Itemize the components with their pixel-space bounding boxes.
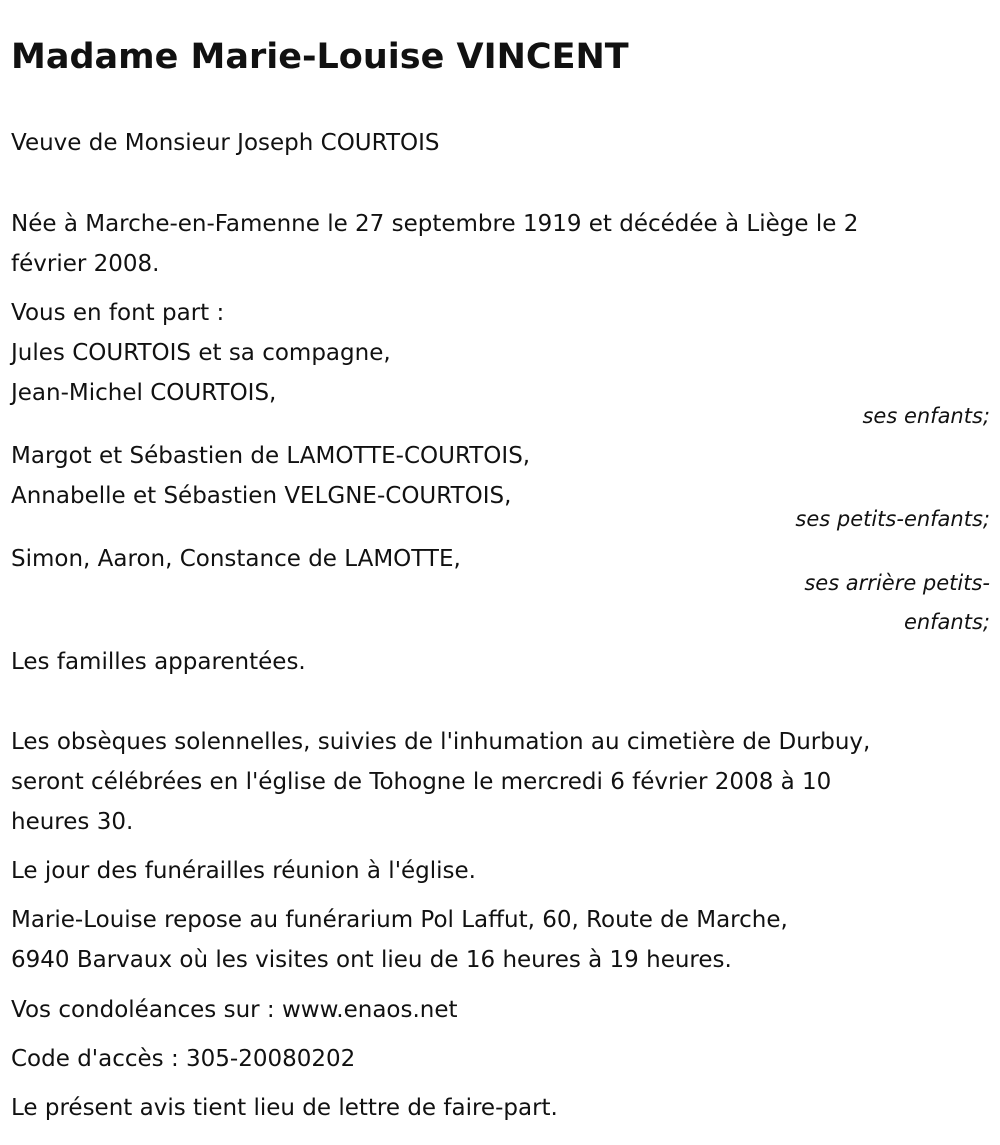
meeting: Le jour des funérailles réunion à l'église. (11, 858, 476, 884)
grandchild-1: Margot et Sébastien de LAMOTTE-COURTOIS, (11, 443, 531, 469)
funeral-line-1: Les obsèques solennelles, suivies de l'inhumation au cimetière de Durbuy, (11, 729, 871, 755)
notice: Le présent avis tient lieu de lettre de faire-part. (11, 1095, 558, 1121)
grandchildren-label: ses petits-enfants; (795, 507, 990, 531)
families: Les familles apparentées. (11, 649, 306, 675)
page-title: Madame Marie-Louise VINCENT (11, 37, 629, 77)
birth-death-line-1: Née à Marche-en-Famenne le 27 septembre 1919 et décédée à Liège le 2 (11, 211, 859, 237)
rest-line-2: 6940 Barvaux où les visites ont lieu de 16 heures à 19 heures. (11, 947, 732, 973)
birth-death-line-2: février 2008. (11, 251, 160, 277)
child-1: Jules COURTOIS et sa compagne, (11, 340, 391, 366)
rest-line-1: Marie-Louise repose au funérarium Pol Laffut, 60, Route de Marche, (11, 907, 788, 933)
great-grandchildren-label-1: ses arrière petits- (804, 571, 990, 595)
announce-intro: Vous en font part : (11, 300, 225, 326)
funeral-line-2: seront célébrées en l'église de Tohogne le mercredi 6 février 2008 à 10 (11, 769, 832, 795)
child-2: Jean-Michel COURTOIS, (11, 380, 277, 406)
children-label: ses enfants; (862, 404, 990, 428)
access-code: Code d'accès : 305-20080202 (11, 1046, 356, 1072)
grandchild-2: Annabelle et Sébastien VELGNE-COURTOIS, (11, 483, 512, 509)
condolences: Vos condoléances sur : www.enaos.net (11, 997, 458, 1023)
great-grandchildren: Simon, Aaron, Constance de LAMOTTE, (11, 546, 461, 572)
widow-of: Veuve de Monsieur Joseph COURTOIS (11, 130, 440, 156)
great-grandchildren-label-2: enfants; (903, 610, 990, 634)
funeral-line-3: heures 30. (11, 809, 134, 835)
